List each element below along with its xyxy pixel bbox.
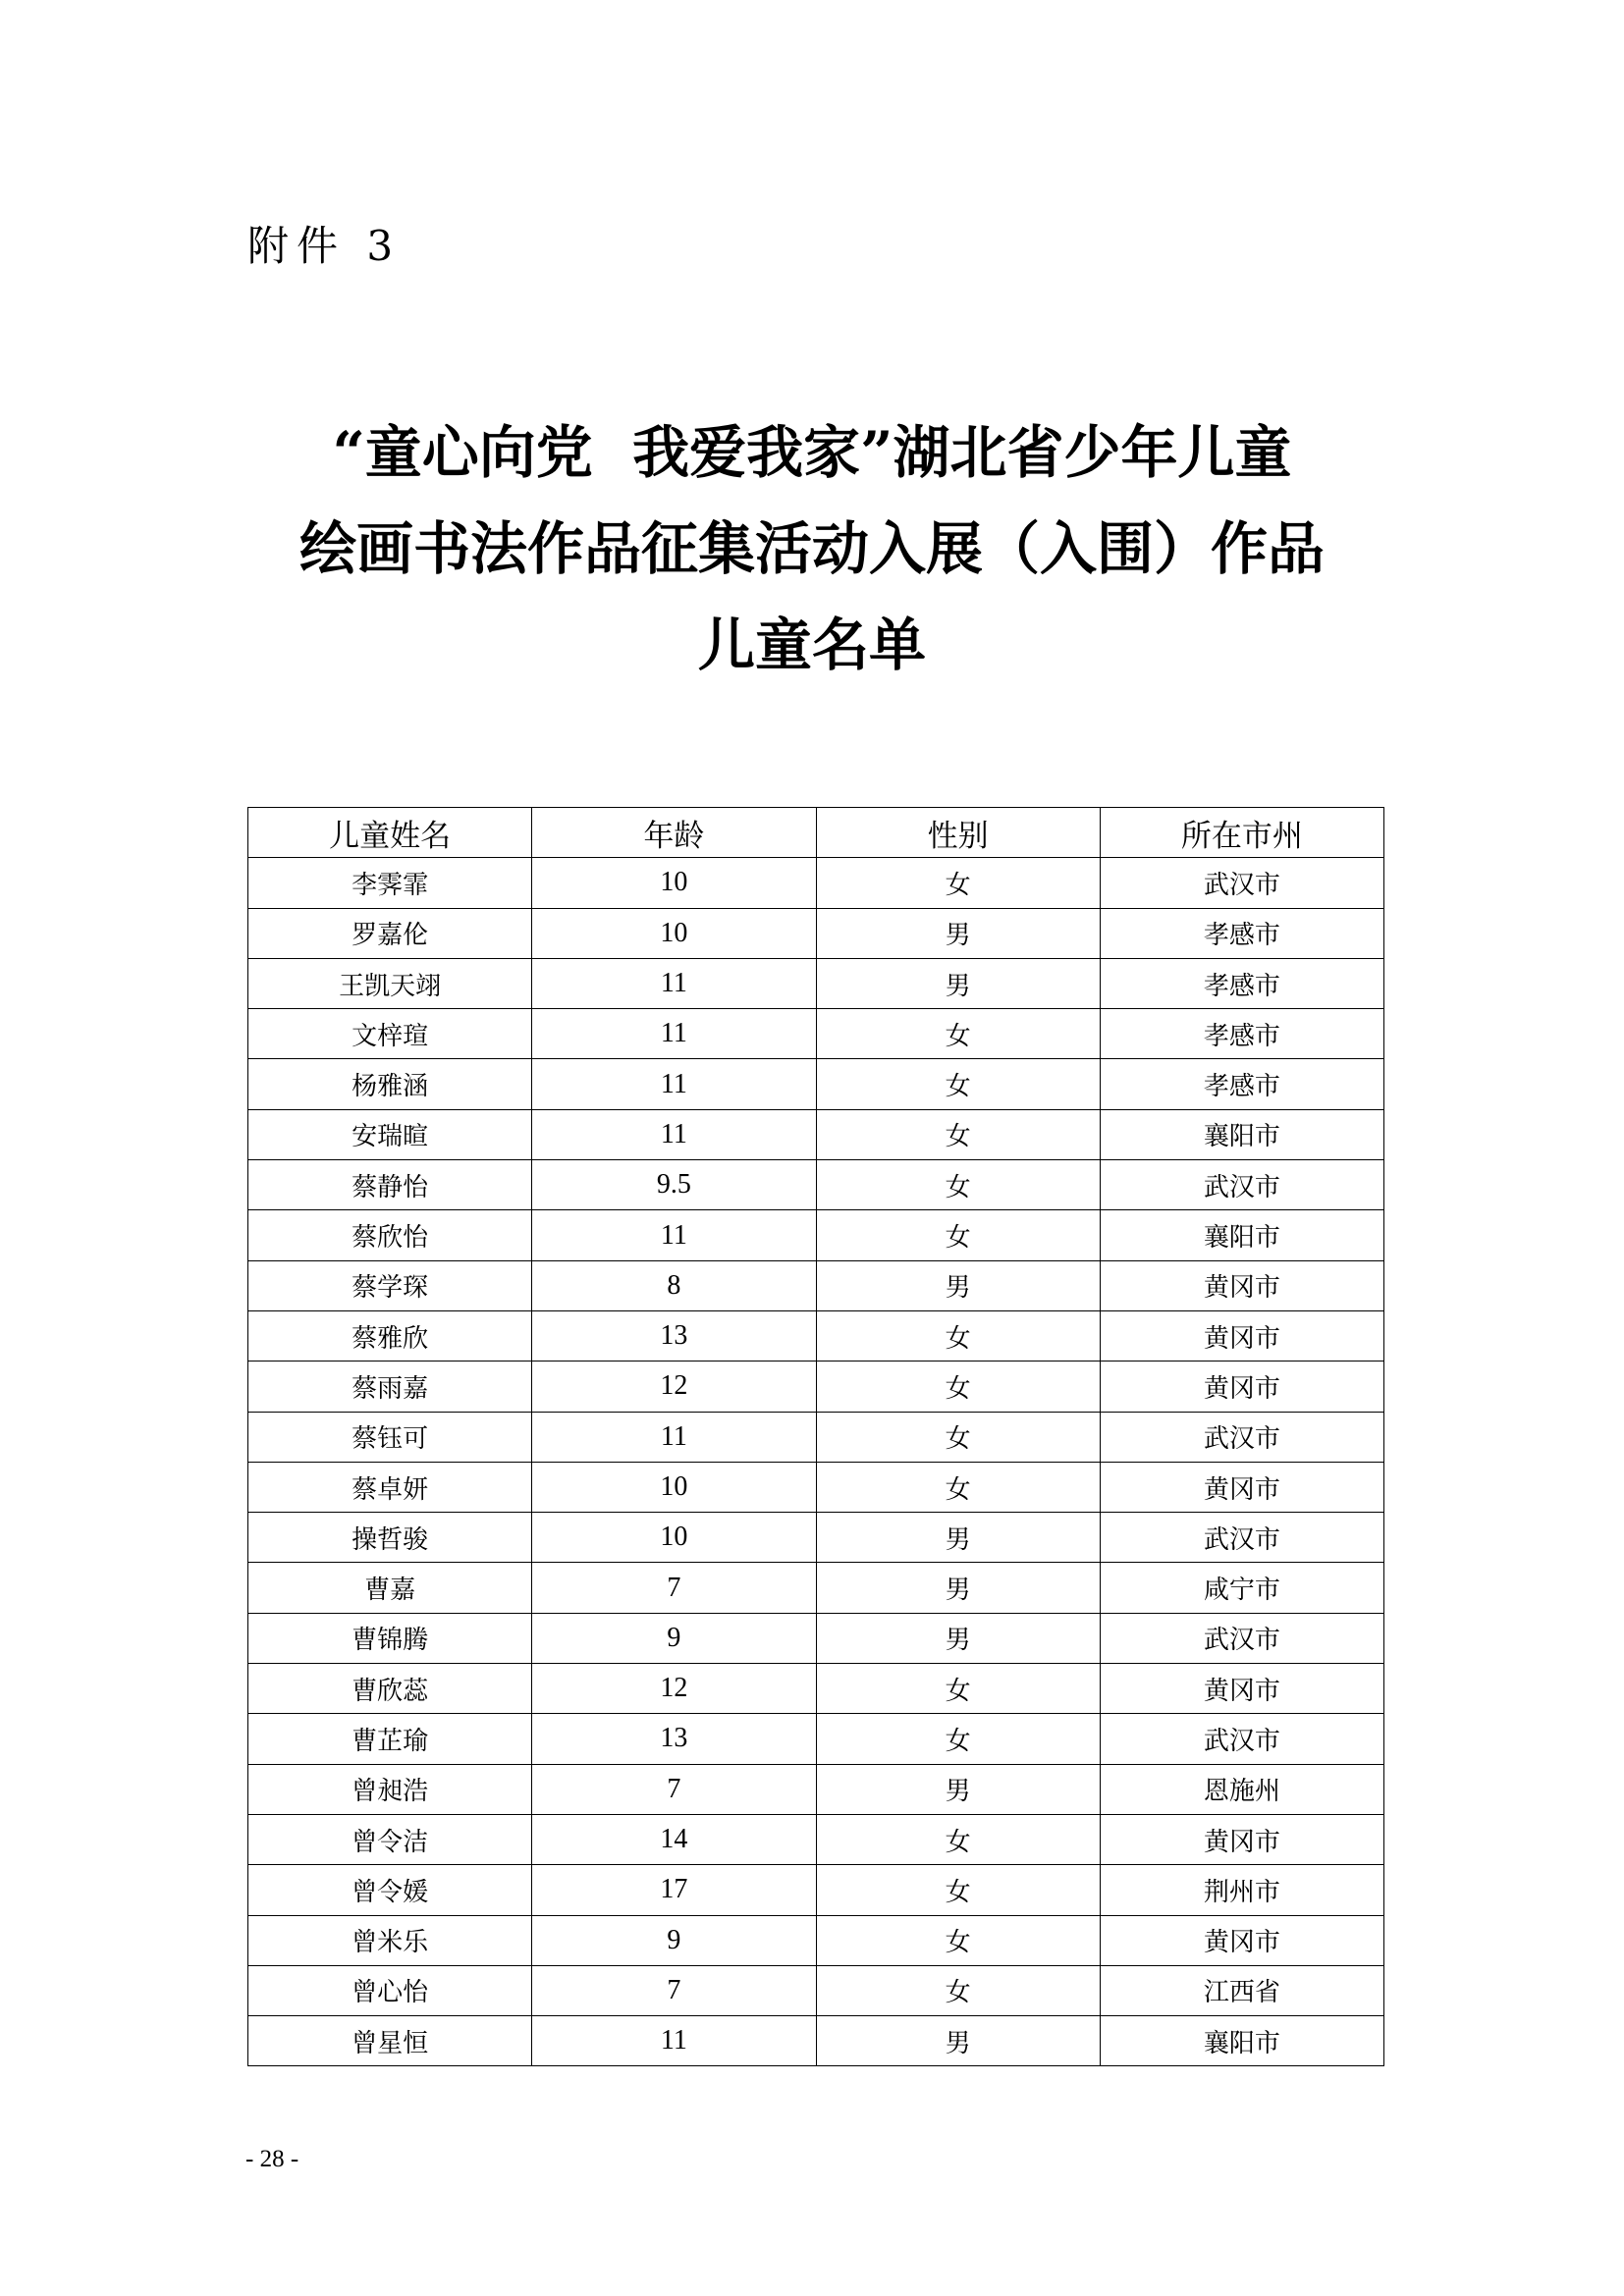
table-row [248,1613,1384,1663]
cell-city: 孝感市 [1100,1059,1383,1109]
cell-age: 7 [532,1764,816,1814]
table-row [248,1009,1384,1059]
cell-name: 蔡钰可 [248,1412,532,1462]
cell-city: 襄阳市 [1100,1210,1383,1260]
cell-age: 11 [532,2016,816,2066]
cell-age: 8 [532,1260,816,1310]
table-row [248,1210,1384,1260]
table-header-row [248,808,1384,858]
table-row [248,1965,1384,2015]
cell-city: 黄冈市 [1100,1260,1383,1310]
cell-gender: 女 [816,858,1100,908]
cell-name: 曾星恒 [248,2016,532,2066]
cell-city: 黄冈市 [1100,1362,1383,1412]
cell-name: 文梓瑄 [248,1009,532,1059]
cell-city: 黄冈市 [1100,1915,1383,1965]
cell-name: 曾昶浩 [248,1764,532,1814]
cell-city: 恩施州 [1100,1764,1383,1814]
cell-gender: 女 [816,1814,1100,1864]
cell-age: 11 [532,1210,816,1260]
table-row [248,1109,1384,1159]
title-line-2: 绘画书法作品征集活动入展（入围）作品 [298,515,1325,582]
cell-age: 9 [532,1613,816,1663]
table-row [248,1563,1384,1613]
cell-gender: 男 [816,1260,1100,1310]
table-row [248,1714,1384,1764]
table-row [248,1865,1384,1915]
attachment-label: 附件 3 [247,222,402,270]
cell-name: 蔡卓妍 [248,1462,532,1512]
table-row [248,1764,1384,1814]
cell-gender: 女 [816,1160,1100,1210]
cell-name: 曹锦腾 [248,1613,532,1663]
cell-city: 黄冈市 [1100,1814,1383,1864]
cell-gender: 女 [816,1362,1100,1412]
cell-age: 11 [532,1109,816,1159]
cell-name: 曾令洁 [248,1814,532,1864]
header-city: 所在市州 [1100,808,1383,858]
table-row [248,1412,1384,1462]
table-row [248,1814,1384,1864]
table-row [248,908,1384,958]
cell-age: 11 [532,1412,816,1462]
cell-gender: 女 [816,1865,1100,1915]
cell-gender: 女 [816,1915,1100,1965]
cell-age: 10 [532,908,816,958]
cell-age: 10 [532,1513,816,1563]
cell-city: 武汉市 [1100,1412,1383,1462]
cell-name: 蔡雨嘉 [248,1362,532,1412]
table-row [248,858,1384,908]
cell-city: 襄阳市 [1100,2016,1383,2066]
title-line-3: 儿童名单 [697,612,926,678]
cell-age: 13 [532,1310,816,1361]
cell-gender: 男 [816,958,1100,1008]
cell-gender: 男 [816,1764,1100,1814]
table-row [248,1260,1384,1310]
document-title [0,404,1624,693]
cell-name: 杨雅涵 [248,1059,532,1109]
cell-age: 10 [532,1462,816,1512]
cell-name: 蔡静怡 [248,1160,532,1210]
table-row [248,1362,1384,1412]
cell-name: 曾令媛 [248,1865,532,1915]
cell-city: 襄阳市 [1100,1109,1383,1159]
header-gender: 性别 [816,808,1100,858]
cell-name: 罗嘉伦 [248,908,532,958]
cell-gender: 女 [816,1210,1100,1260]
cell-name: 操哲骏 [248,1513,532,1563]
cell-gender: 男 [816,908,1100,958]
cell-city: 武汉市 [1100,858,1383,908]
cell-gender: 女 [816,1059,1100,1109]
table-row [248,1915,1384,1965]
table-row [248,1664,1384,1714]
table-row [248,1513,1384,1563]
table-row [248,958,1384,1008]
cell-city: 黄冈市 [1100,1664,1383,1714]
header-age: 年龄 [532,808,816,858]
cell-age: 17 [532,1865,816,1915]
table-row [248,1462,1384,1512]
cell-age: 12 [532,1664,816,1714]
cell-name: 蔡学琛 [248,1260,532,1310]
cell-age: 11 [532,1009,816,1059]
cell-name: 曹芷瑜 [248,1714,532,1764]
cell-name: 曹欣蕊 [248,1664,532,1714]
cell-gender: 男 [816,2016,1100,2066]
cell-city: 江西省 [1100,1965,1383,2015]
table-row [248,1059,1384,1109]
table-row [248,2016,1384,2066]
header-child-name: 儿童姓名 [248,808,532,858]
table-row [248,1310,1384,1361]
cell-age: 7 [532,1965,816,2015]
page-number: - 28 - [245,2146,299,2172]
cell-gender: 男 [816,1613,1100,1663]
table-row [248,1160,1384,1210]
cell-age: 13 [532,1714,816,1764]
cell-age: 9 [532,1915,816,1965]
cell-age: 7 [532,1563,816,1613]
cell-gender: 女 [816,1109,1100,1159]
cell-age: 9.5 [532,1160,816,1210]
cell-age: 11 [532,1059,816,1109]
cell-city: 黄冈市 [1100,1462,1383,1512]
cell-name: 安瑞暄 [248,1109,532,1159]
cell-gender: 女 [816,1664,1100,1714]
cell-city: 武汉市 [1100,1613,1383,1663]
cell-gender: 女 [816,1462,1100,1512]
cell-name: 王凯天翊 [248,958,532,1008]
cell-name: 曾心怡 [248,1965,532,2015]
cell-city: 孝感市 [1100,1009,1383,1059]
cell-gender: 女 [816,1412,1100,1462]
cell-gender: 女 [816,1009,1100,1059]
cell-name: 李霁霏 [248,858,532,908]
cell-gender: 女 [816,1965,1100,2015]
cell-city: 荆州市 [1100,1865,1383,1915]
cell-name: 曾米乐 [248,1915,532,1965]
cell-city: 孝感市 [1100,908,1383,958]
title-line-1: “童心向党 我爱我家”湖北省少年儿童 [332,419,1292,486]
cell-age: 14 [532,1814,816,1864]
cell-city: 武汉市 [1100,1714,1383,1764]
cell-age: 12 [532,1362,816,1412]
children-name-table [247,807,1384,2066]
cell-city: 武汉市 [1100,1160,1383,1210]
cell-name: 蔡雅欣 [248,1310,532,1361]
cell-age: 11 [532,958,816,1008]
cell-gender: 女 [816,1714,1100,1764]
cell-age: 10 [532,858,816,908]
cell-city: 武汉市 [1100,1513,1383,1563]
cell-name: 曹嘉 [248,1563,532,1613]
cell-city: 黄冈市 [1100,1310,1383,1361]
cell-gender: 男 [816,1513,1100,1563]
cell-gender: 男 [816,1563,1100,1613]
cell-name: 蔡欣怡 [248,1210,532,1260]
cell-gender: 女 [816,1310,1100,1361]
cell-city: 孝感市 [1100,958,1383,1008]
cell-city: 咸宁市 [1100,1563,1383,1613]
